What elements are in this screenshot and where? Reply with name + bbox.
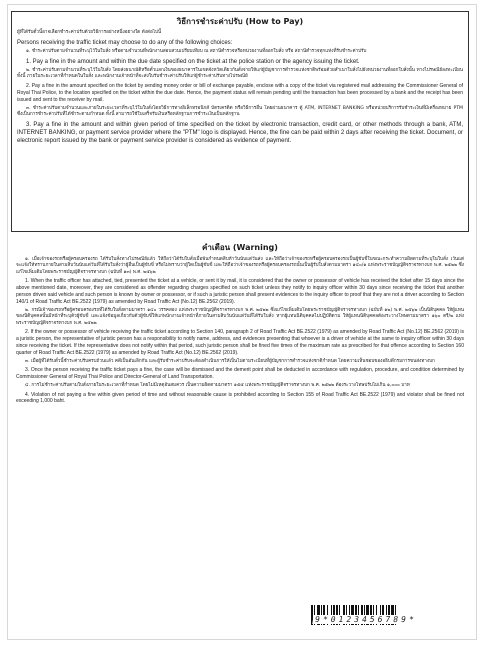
how-to-pay-title: วิธีการชำระค่าปรับ (How to Pay): [176, 17, 304, 26]
how-to-pay-section: [11, 11, 469, 232]
option-1-english: 1. Pay a fine in the amount and within the due date specified on the ticket at the police station or the agency issuing the ticket.: [26, 58, 360, 65]
warning-3-english: 3. Once the person receiving the traffic ticket pays a fine, the case will be dismissed and the demerit point shall be deducted in accordance with regulation, procedure, and condition determined by Commissioner General of Royal Thai Police and Director-General of Land Transportation.: [16, 367, 464, 380]
warning-1-english: 1. When the traffic officer has attached, tied, presented the ticket at a vehicle, or sent it by mail, it is considered that the owner or possessor of vehicle has received the ticket after 15 days since the above mentioned date, moreover, they are considered as offender regarding charges specified on such ticket unless they notify to inquiry officer within 30 days since receiving the ticket that another person driven said vehicle and such person is known by owner or possessor, or if such a juristic person shall present evidences to the inquiry officer to proof that they are not a driver according to Section 140/1 of Road Traffic Act BE.2522 (1979) as amended by Road Traffic Act (No.12) BE.2562 (2019).: [16, 278, 464, 305]
option-3-english: 3. Pay a fine in the amount and within given period of time specified on the ticket by electronic transaction, credit card, or other methods through a bank, ATM, INTERNET BANKING, or payment service provider where the "PTM" logo is displayed. Hence, the fine can be paid within 2 days after receiving the ticket. Document, or electronic report issued by the bank or payment service provider is considered as evidence of payment.: [17, 121, 463, 144]
warning-1-thai: ๑. เมื่อเจ้าของรถหรือผู้ครอบครองรถ ได้รับใบสั่งทางไปรษณีย์แล้ว ให้ถือว่าได้รับใบสั่งเมื่อพ้นกำหนดสิบห้าวันนับแต่วันส่ง และให้ถือว่าเจ้าของรถหรือผู้ครอบครองรถเป็นผู้ขับขี่ในขณะกระทำความผิดตามที่ระบุในใบสั่ง เว้นแต่จะแจ้งให้ทราบภายในสามสิบวันนับแต่วันที่ได้รับใบสั่งว่าผู้อื่นเป็นผู้ขับขี่ หรือไม่ทราบว่าผู้ใดเป็นผู้ขับขี่ และให้ถือว่าเจ้าของรถหรือผู้ครอบครองรถนั้นเป็นผู้รับใบสั่งตามมาตรา ๑๔๐/๑ แห่งพระราชบัญญัติจราจรทางบก พ.ศ. ๒๕๒๒ ซึ่งแก้ไขเพิ่มเติมโดยพระราชบัญญัติจราจรทางบก (ฉบับที่ ๑๓) พ.ศ. ๒๕๖๒: [16, 257, 464, 275]
warning-2-thai: ๒. กรณีเจ้าของรถหรือผู้ครอบครองรถที่ได้รับใบสั่งตามมาตรา ๑๔๐ วรรคสอง แห่งพระราชบัญญัติจราจรทางบก พ.ศ. ๒๕๒๒ ซึ่งแก้ไขเพิ่มเติมโดยพระราชบัญญัติจราจรทางบก (ฉบับที่ ๑๒) พ.ศ. ๒๕๖๒ เป็นนิติบุคคล ให้ผู้แทนของนิติบุคคลนั้นมีหน้าที่ระบุตัวผู้ขับขี่ และแจ้งข้อมูลเกี่ยวกับตัวผู้ขับขี่ให้แก่พนักงานเจ้าหน้าที่ภายในสามสิบวันนับแต่วันที่ได้รับใบสั่ง หากผู้แทนนิติบุคคลไม่ปฏิบัติตาม ให้ผู้แทนนิติบุคคลต้องระวางโทษตามมาตรา ๑๖๐ ตรี/๒ แห่งพระราชบัญญัติจราจรทางบก พ.ศ. ๒๕๒๒: [16, 307, 464, 326]
intro-english: Persons receiving the traffic ticket may choose to do any of the following choices:: [17, 39, 233, 46]
warning-section: [11, 235, 469, 561]
intro-thai: ผู้ที่ได้รับตั๋วนี้อาจเลือกชำระค่าปรับด้วยวิธีการอย่างหนึ่งอย่างใด ดังต่อไปนี้: [17, 30, 162, 35]
ticket-back-page: [7, 4, 477, 640]
option-3-thai: ๓. ชำระค่าปรับตามจำนวนและภายในระยะเวลาที่ระบุไว้ในใบสั่งโดยวิธีการทางอิเล็กทรอนิกส์ บัตรเครดิต หรือวิธีการอื่น โดยผ่านธนาคาร ตู้ ATM, INTERNET BANKING หรือหน่วยบริการรับชำระเงินที่มีเครื่องหมาย PTM ซึ่งเป็นการชำระค่าปรับที่ได้ชำระตามกำหนด ทั้งนี้ สามารถใช้ใบเสร็จรับเงินหรือหลักฐานการชำระเงินเป็นหลักฐาน: [17, 105, 463, 117]
warning-title: คำเตือน (Warning): [202, 243, 278, 252]
option-2-english: 2. Pay a fine in the amount specified on the ticket by sending money order or bill of exchange payable, enclose with a copy of the ticket via registered mail addressing the Commissioner General of Royal Thai Police, to the location specified on the ticket within the due date. Hence, the payment status will remain pending until the transaction has been processed by a bank and the receipt has been issued and sent to the receiver by mail.: [17, 82, 463, 103]
warning-4-thai: ๔. การไม่ชำระค่าปรับตามใบสั่งภายในระยะเวลาที่กำหนด โดยไม่มีเหตุอันสมควร เป็นความผิดตามมาตรา ๑๕๕ แห่งพระราชบัญญัติจราจรทางบก พ.ศ. ๒๕๒๒ ต้องระวางโทษปรับไม่เกิน ๑,๐๐๐ บาท: [25, 382, 410, 388]
barcode: [311, 605, 461, 631]
warning-2-english: 2. If the owner or possessor of vehicle receiving the traffic ticket according to Section 140, paragraph 2 of Road Traffic Act BE.2522 (1979) as amended by Road Traffic Act (No.12) BE.2562 (2019) is a juristic person, the representative of juristic person has a responsibility to notify name, address, and evidences presenting that whoever is a driver of vehicle at the same to inquiry officer within 30 days since receiving the ticket. If the representative does not notify within that period, such juristic person shall be fined five times of the maximum rate as prescribed for that offence according to Section 160 quarter of Road Traffic Act BE.2522 (1979) as amended by Road Traffic Act (No.12) BE.2562 (2019).: [16, 329, 464, 356]
option-1-thai: ๑. ชำระค่าปรับตามจำนวนที่ระบุไว้ในใบสั่ง หรือตามจำนวนที่พนักงานสอบสวนเปรียบเทียบ ณ สถานีตำรวจหรือหน่วยงานที่ออกใบสั่ง หรือ สถานีตำรวจทุกแห่งที่รับชำระค่าปรับ: [26, 48, 367, 54]
barcode-text: 9*0123456789*: [314, 615, 418, 624]
warning-3-thai: ๓. เมื่อผู้ที่ได้รับตั๋วนี้ชำระค่าปรับครบถ้วนแล้ว คดีเป็นอันเลิกกัน และผู้รับชำระค่าปรับจะต้องดำเนินการให้เป็นไปตามระเบียบที่ผู้บัญชาการตำรวจแห่งชาติกำหนด โดยความเห็นชอบของอธิบดีกรมการขนส่งทางบก: [25, 358, 435, 364]
warning-4-english: 4. Violation of not paying a fine within given period of time and without reasonable cause is prohibited according to Section 155 of Road Traffic Act BE.2522 (1979) and violator shall be fined not exceeding 1,000 baht.: [16, 391, 464, 405]
option-2-thai: ๒. ชำระค่าปรับตามจำนวนที่ระบุไว้ในใบสั่ง โดยส่งธนาณัติหรือตั๋วแลกเงินของธนาคารในเขตจังหวัดเดียวกันสั่งจ่ายให้แก่ผู้บัญชาการตำรวจแห่งชาติพร้อมด้วยสำเนาใบสั่งไปยังหน่วยงานที่ออกใบสั่งนั้น ทางไปรษณีย์ลงทะเบียน ทั้งนี้ ภายในระยะเวลาที่กำหนดในใบสั่ง และพนักงานเจ้าหน้าที่จะส่งใบรับชำระค่าปรับให้แก่ผู้ชำระค่าปรับทางไปรษณีย์: [17, 67, 463, 80]
